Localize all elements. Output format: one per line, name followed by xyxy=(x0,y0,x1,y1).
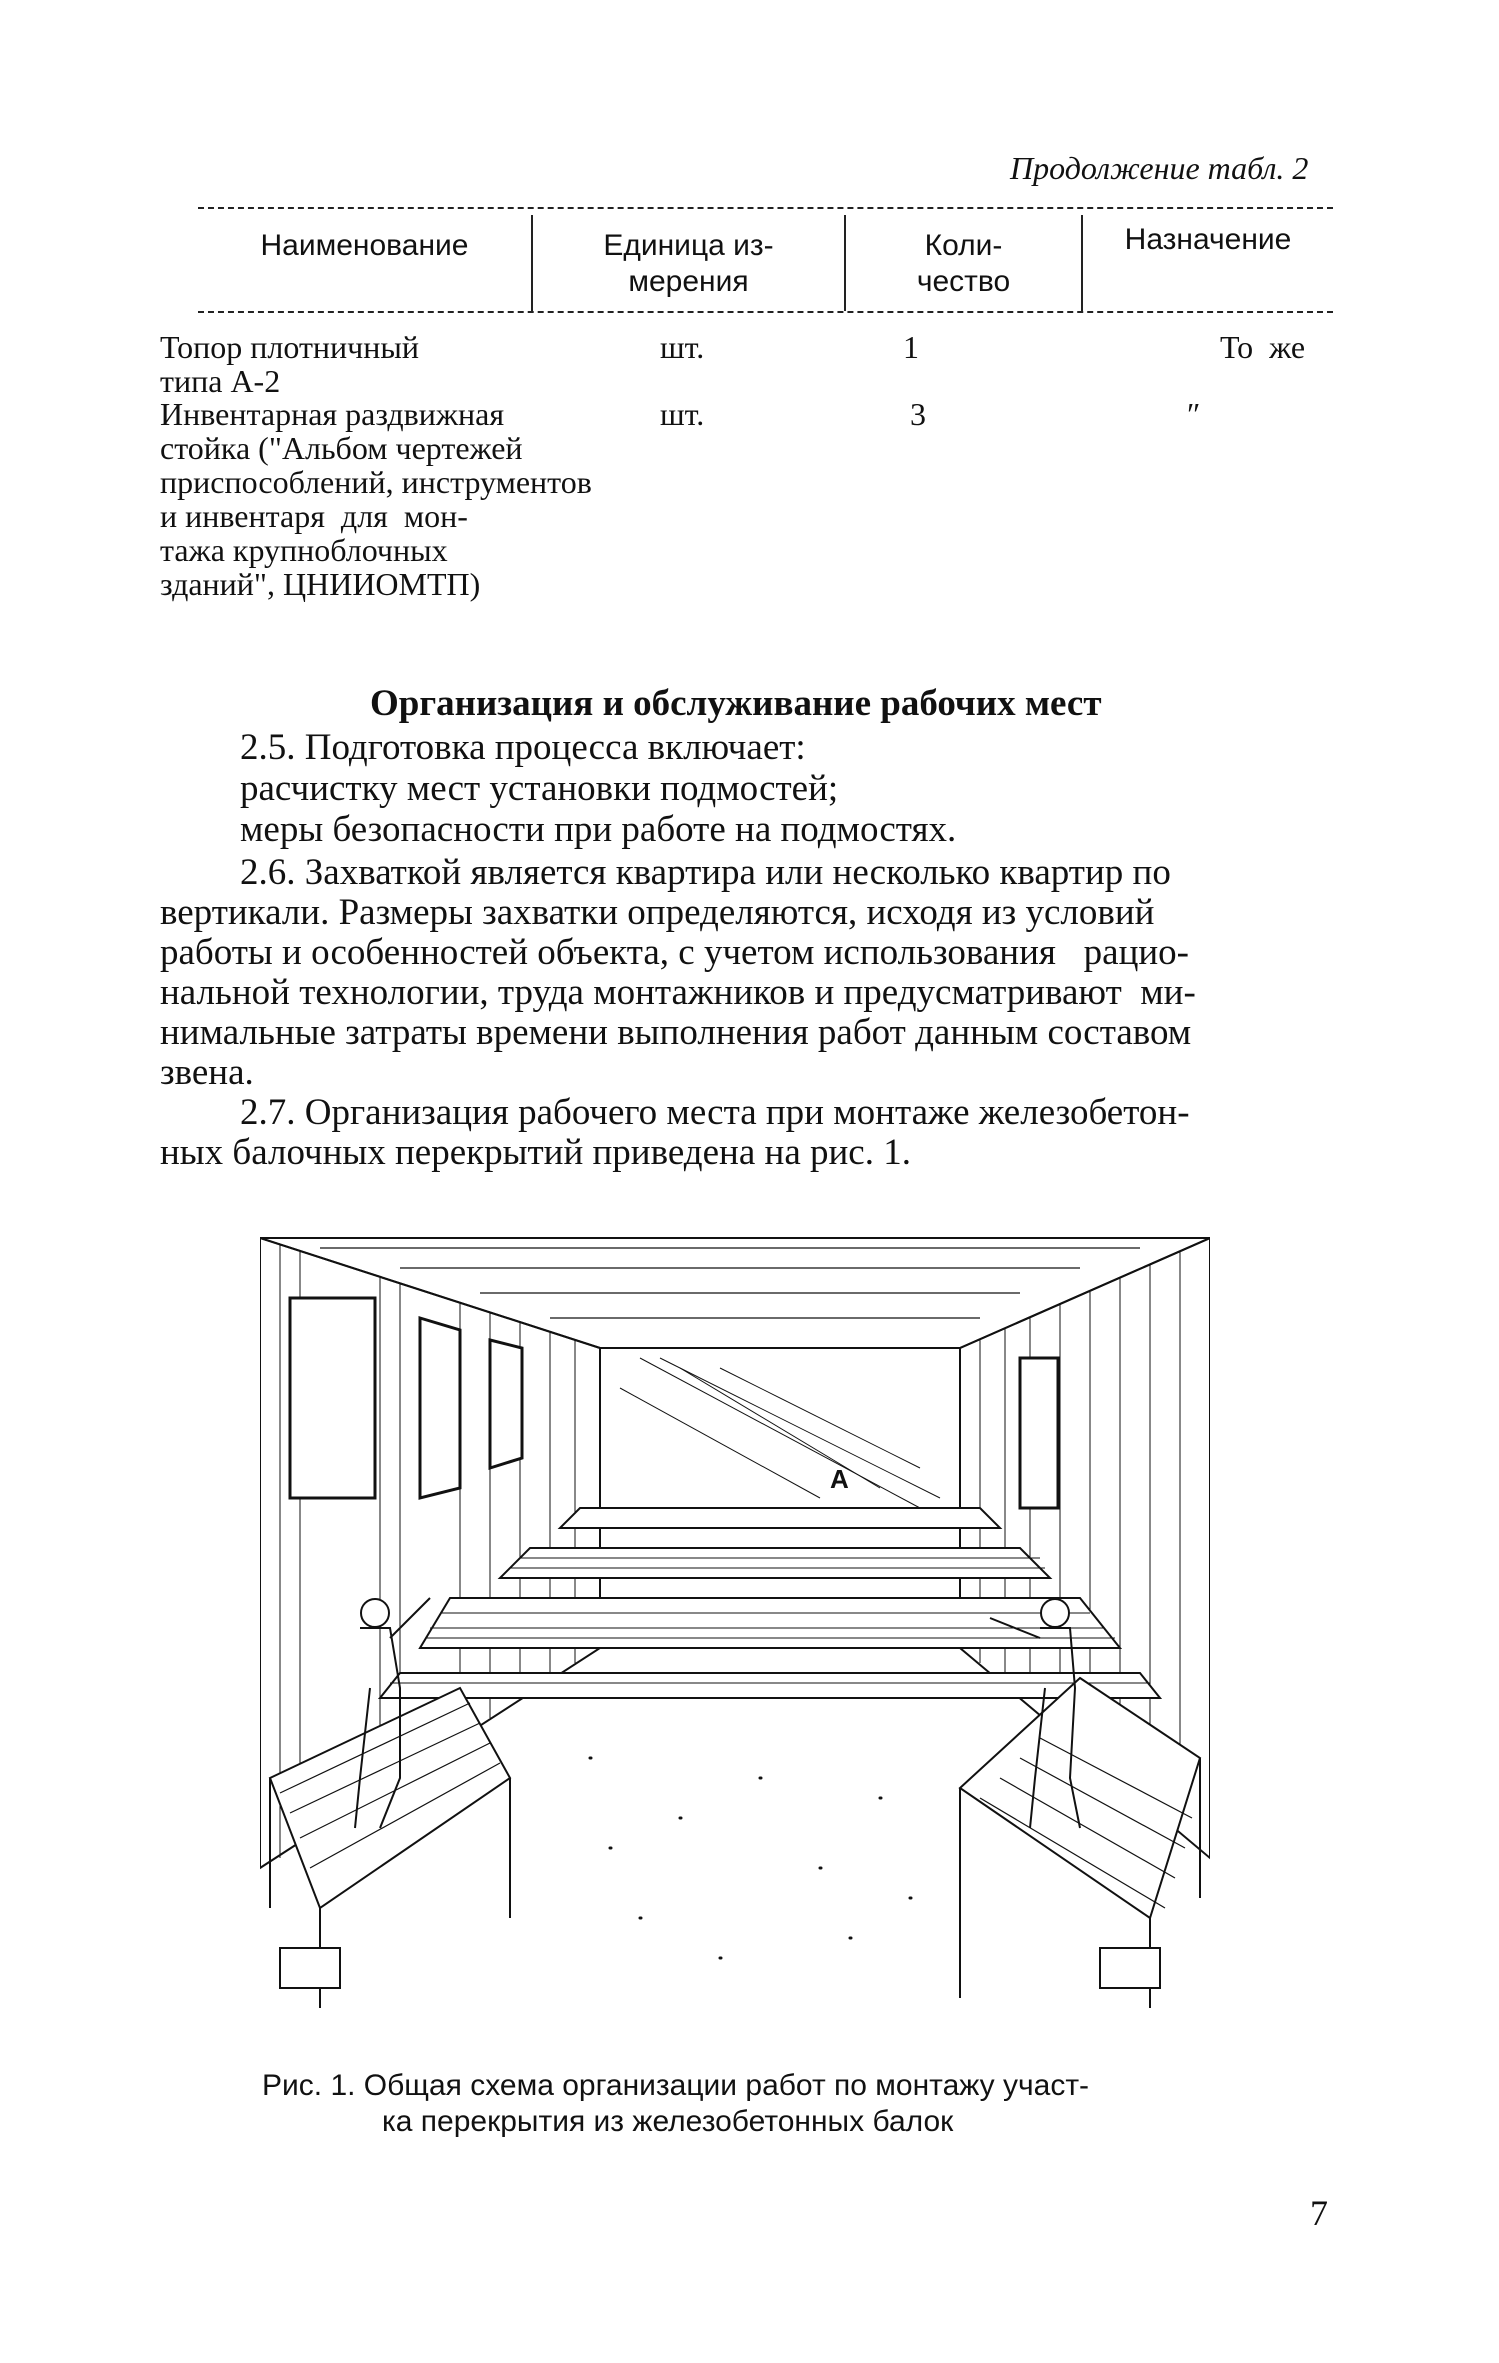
table-header-name xyxy=(198,228,531,264)
row2-name-line1: Инвентарная раздвижная xyxy=(160,396,505,432)
table-header-rule xyxy=(198,311,1333,313)
left-worker-head xyxy=(361,1599,389,1627)
left-window-2 xyxy=(490,1340,522,1468)
line-2-6-f: звена. xyxy=(160,1052,254,1093)
line-prep-2: меры безопасности при работе на подмостях. xyxy=(240,809,957,850)
line-2-7: 2.7. Организация рабочего места при монтаже железобетон- xyxy=(240,1092,1190,1133)
right-door xyxy=(1020,1358,1058,1508)
table-header-purpose xyxy=(1083,222,1333,258)
line-2-6-d: нальной технологии, труда монтажников и предусматривают ми- xyxy=(160,972,1196,1013)
left-scaffold xyxy=(270,1688,510,1908)
header-qty-line2: чество xyxy=(916,265,1011,298)
header-purpose-text: Назначение xyxy=(1124,223,1292,256)
row2-purpose: ″ xyxy=(1185,396,1199,432)
header-unit-line2: мерения xyxy=(628,265,749,298)
beam-row-2 xyxy=(500,1548,1050,1578)
right-worker-head xyxy=(1041,1599,1069,1627)
right-scaffold xyxy=(960,1678,1200,1918)
beam-row-4 xyxy=(380,1673,1160,1698)
row1-purpose: То же xyxy=(1220,329,1306,365)
row2-unit: шт. xyxy=(660,396,705,432)
row1-name xyxy=(160,330,419,398)
left-window-1 xyxy=(420,1318,460,1498)
row2-name xyxy=(160,397,592,601)
page-number: 7 xyxy=(1310,2193,1328,2233)
table-top-rule xyxy=(198,207,1333,209)
header-name-text: Наименование xyxy=(260,229,469,262)
header-unit-line1: Единица из- xyxy=(603,229,774,262)
line-2-6-b: вертикали. Размеры захватки определяются, исходя из условий xyxy=(160,892,1155,933)
row1-qty: 1 xyxy=(903,329,919,365)
line-2-6-e: нимальные затраты времени выполнения работ данным составом xyxy=(160,1012,1192,1053)
figure-caption-line2: ка перекрытия из железобетонных балок xyxy=(382,2105,954,2138)
row2-name-line2: стойка ("Альбом чертежей xyxy=(160,430,523,466)
beam-row-1 xyxy=(560,1508,1000,1528)
row2-qty: 3 xyxy=(910,396,926,432)
row2-name-line6: зданий", ЦНИИОМТП) xyxy=(160,566,481,602)
row1-name-line2: типа А-2 xyxy=(160,363,281,399)
left-door xyxy=(290,1298,375,1498)
line-2-5: 2.5. Подготовка процесса включает: xyxy=(240,727,806,768)
line-2-7-b: ных балочных перекрытий приведена на рис. 1. xyxy=(160,1132,911,1173)
row2-name-line4: и инвентаря для мон- xyxy=(160,498,468,534)
line-2-6-c: работы и особенностей объекта, с учетом использования рацио- xyxy=(160,932,1190,973)
figure-label-a: А xyxy=(830,1464,849,1494)
line-2-6: 2.6. Захваткой является квартира или несколько квартир по xyxy=(240,852,1171,893)
row2-name-line3: приспособлений, инструментов xyxy=(160,464,592,500)
row1-name-line1: Топор плотничный xyxy=(160,329,420,365)
figure-illustration xyxy=(260,1218,1210,2018)
worksite-drawing xyxy=(260,1218,1210,2018)
line-prep-1: расчистку мест установки подмостей; xyxy=(240,768,839,809)
section-heading: Организация и обслуживание рабочих мест xyxy=(370,683,1102,724)
table-header-quantity xyxy=(846,228,1081,300)
row1-unit: шт. xyxy=(660,329,705,365)
header-qty-line1: Коли- xyxy=(924,229,1003,262)
figure-caption-line1: Рис. 1. Общая схема организации работ по монтажу участ- xyxy=(262,2069,1090,2102)
table-header-unit xyxy=(533,228,844,300)
beam-row-3 xyxy=(420,1598,1120,1648)
row2-name-line5: тажа крупноблочных xyxy=(160,532,448,568)
table-continuation-caption: Продолжение табл. 2 xyxy=(1010,150,1309,186)
